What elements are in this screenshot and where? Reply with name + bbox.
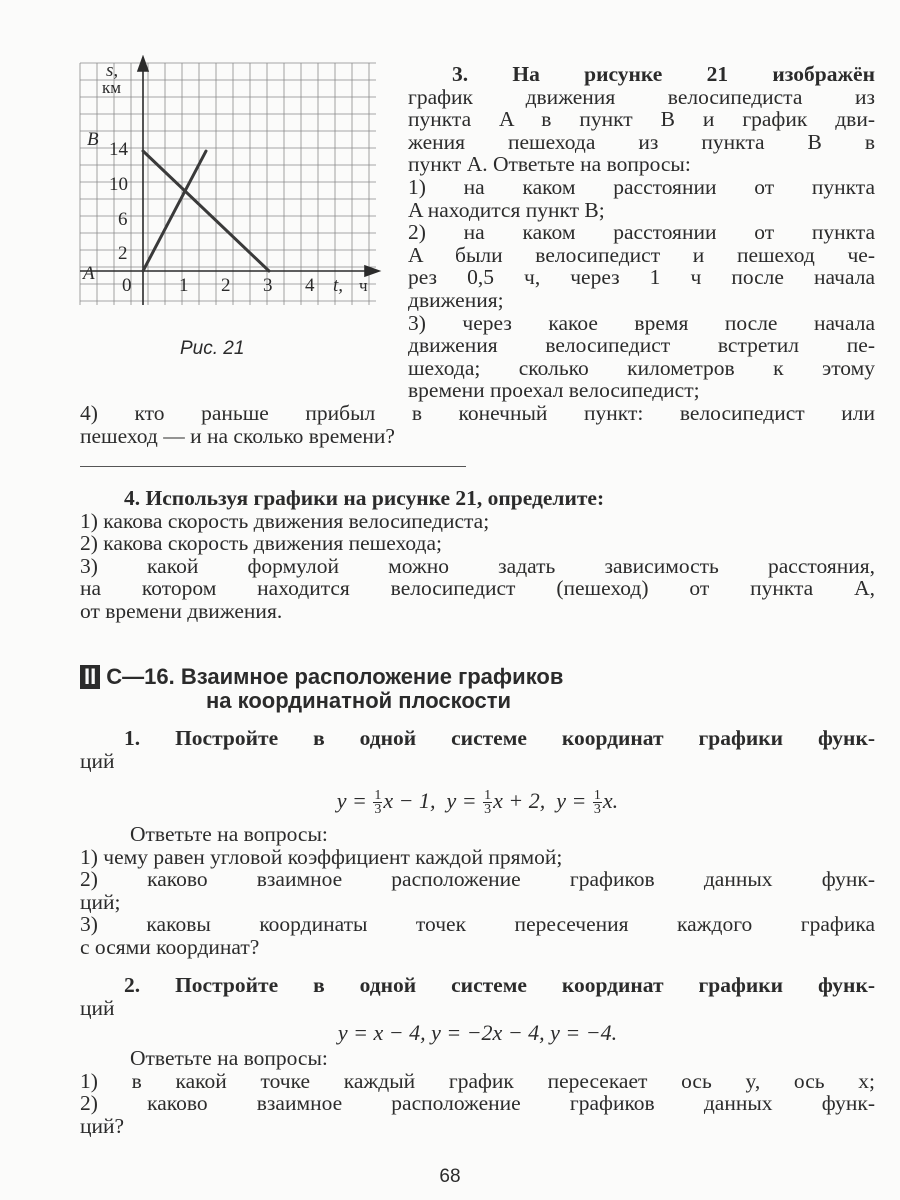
formula-part: y = <box>556 788 587 813</box>
x-tick-2: 2 <box>221 275 231 296</box>
y-tick-14: 14 <box>109 139 128 160</box>
task-3-line: график движения велосипедиста из <box>408 84 875 109</box>
x-axis-unit: ч <box>359 276 368 295</box>
exercise-2-line: 2. Постройте в одной системе координат графики функ- <box>124 973 875 997</box>
x-axis-label: t, <box>333 275 344 296</box>
exercise-1-question: 1) чему равен угловой коэффициент каждой прямой; <box>80 844 563 869</box>
exercise-2-questions <box>80 1047 875 1137</box>
formula-part: y = <box>336 788 367 813</box>
point-b-label: B <box>87 129 99 150</box>
exercise-1-line: с осями координат? <box>80 934 260 959</box>
fraction <box>373 789 382 816</box>
task-3-line: жения пешехода из пункта B в <box>408 129 875 154</box>
x-tick-1: 1 <box>179 275 189 296</box>
exercise-1-line: ций; <box>80 889 121 914</box>
y-axis-arrow <box>138 57 148 71</box>
fraction-denominator: 3 <box>484 802 492 818</box>
section-title: С—16. Взаимное расположение графиков <box>106 664 564 689</box>
task-4-line: на котором находится велосипедист (пешеход) от пункта A, <box>80 576 875 601</box>
page-number: 68 <box>439 1166 461 1187</box>
task-3-line: рез 0,5 ч, через 1 ч после начала <box>408 265 875 290</box>
task-3-question: 1) на каком расстоянии от пункта <box>408 174 875 199</box>
exercise-1-question: 3) каковы координаты точек пересечения каждого графика <box>80 912 875 937</box>
task-4-question: 1) какова скорость движения велосипедиста; <box>80 508 490 533</box>
fraction-numerator: 1 <box>593 788 601 804</box>
task-3-line: пункт A. Ответьте на вопросы: <box>408 152 691 177</box>
exercise-1-line: 1. Постройте в одной системе координат графики функ- <box>124 726 875 750</box>
fraction-numerator: 1 <box>484 788 492 804</box>
separator-line <box>80 466 466 467</box>
exercise-1-formula <box>80 788 875 816</box>
cyclist-line <box>143 151 206 271</box>
x-tick-4: 4 <box>305 275 315 296</box>
task-3-line: 4) кто раньше прибыл в конечный пункт: велосипедист или <box>80 401 875 425</box>
figure-caption: Рис. 21 <box>180 338 245 359</box>
fraction <box>483 789 492 816</box>
task-3-question: 2) на каком расстоянии от пункта <box>408 220 875 245</box>
point-a-label: A <box>83 263 95 284</box>
exercise-1-questions <box>80 823 875 959</box>
x-tick-3: 3 <box>263 275 273 296</box>
task-3-line: A были велосипедист и пешеход че- <box>408 242 875 267</box>
fraction-denominator: 3 <box>374 802 382 818</box>
y-tick-2: 2 <box>118 243 128 264</box>
formula-part: x. <box>602 788 619 813</box>
fraction <box>593 789 602 816</box>
exercise-1-line: ций <box>80 748 115 773</box>
exercise-2-question: 2) каково взаимное расположение графиков данных функ- <box>80 1091 875 1116</box>
task-3-question-4 <box>80 402 875 447</box>
exercise-1 <box>80 727 875 772</box>
x-tick-0: 0 <box>122 275 132 296</box>
exercise-2-line: ций <box>80 995 115 1020</box>
task-3-question: 3) через какое время после начала <box>408 310 875 335</box>
level-badge: II <box>80 665 100 689</box>
exercise-2-question: 1) в какой точке каждый график пересекает ось y, ось x; <box>80 1068 875 1093</box>
task-3-line: времени проехал велосипедист; <box>408 378 700 403</box>
task-3-line: A находится пункт B; <box>408 197 605 222</box>
exercise-2-formula: y = x − 4, y = −2x − 4, y = −4. <box>337 1020 618 1045</box>
formula-part: x + 2, <box>493 788 546 813</box>
task-3 <box>408 63 875 402</box>
task-3-line: движения велосипедист встретил пе- <box>408 333 875 358</box>
fraction-numerator: 1 <box>374 788 382 804</box>
exercise-1-line: Ответьте на вопросы: <box>130 822 328 846</box>
y-tick-10: 10 <box>109 174 128 195</box>
task-4-line: 4. Используя графики на рисунке 21, определите: <box>124 486 605 510</box>
task-4-question: 3) какой формулой можно задать зависимость расстояния, <box>80 553 875 578</box>
exercise-1-question: 2) каково взаимное расположение графиков данных функ- <box>80 867 875 892</box>
task-4-line: от времени движения. <box>80 598 283 623</box>
task-3-line: движения; <box>408 287 504 312</box>
section-subtitle: на координатной плоскости <box>206 688 512 713</box>
exercise-2-line: Ответьте на вопросы: <box>130 1046 328 1070</box>
section-heading <box>80 665 563 713</box>
y-axis-unit: км <box>102 78 122 97</box>
task-4 <box>80 487 875 623</box>
task-3-line: пешеход — и на сколько времени? <box>80 423 395 448</box>
fraction-denominator: 3 <box>593 802 601 818</box>
exercise-2-line: ций? <box>80 1113 125 1138</box>
figure-21-graph <box>76 55 386 315</box>
task-3-line: шехода; сколько километров к этому <box>408 355 875 380</box>
task-4-question: 2) какова скорость движения пешехода; <box>80 531 443 556</box>
task-3-line: 3. На рисунке 21 изображён <box>452 62 875 86</box>
y-tick-6: 6 <box>118 209 128 230</box>
task-3-line: пункта A в пункт B и график дви- <box>408 107 875 132</box>
formula-part: y = <box>446 788 477 813</box>
formula-part: x − 1, <box>383 788 436 813</box>
y-axis-label: s, <box>106 60 119 81</box>
exercise-2 <box>80 974 875 1019</box>
x-axis-arrow <box>365 266 379 276</box>
